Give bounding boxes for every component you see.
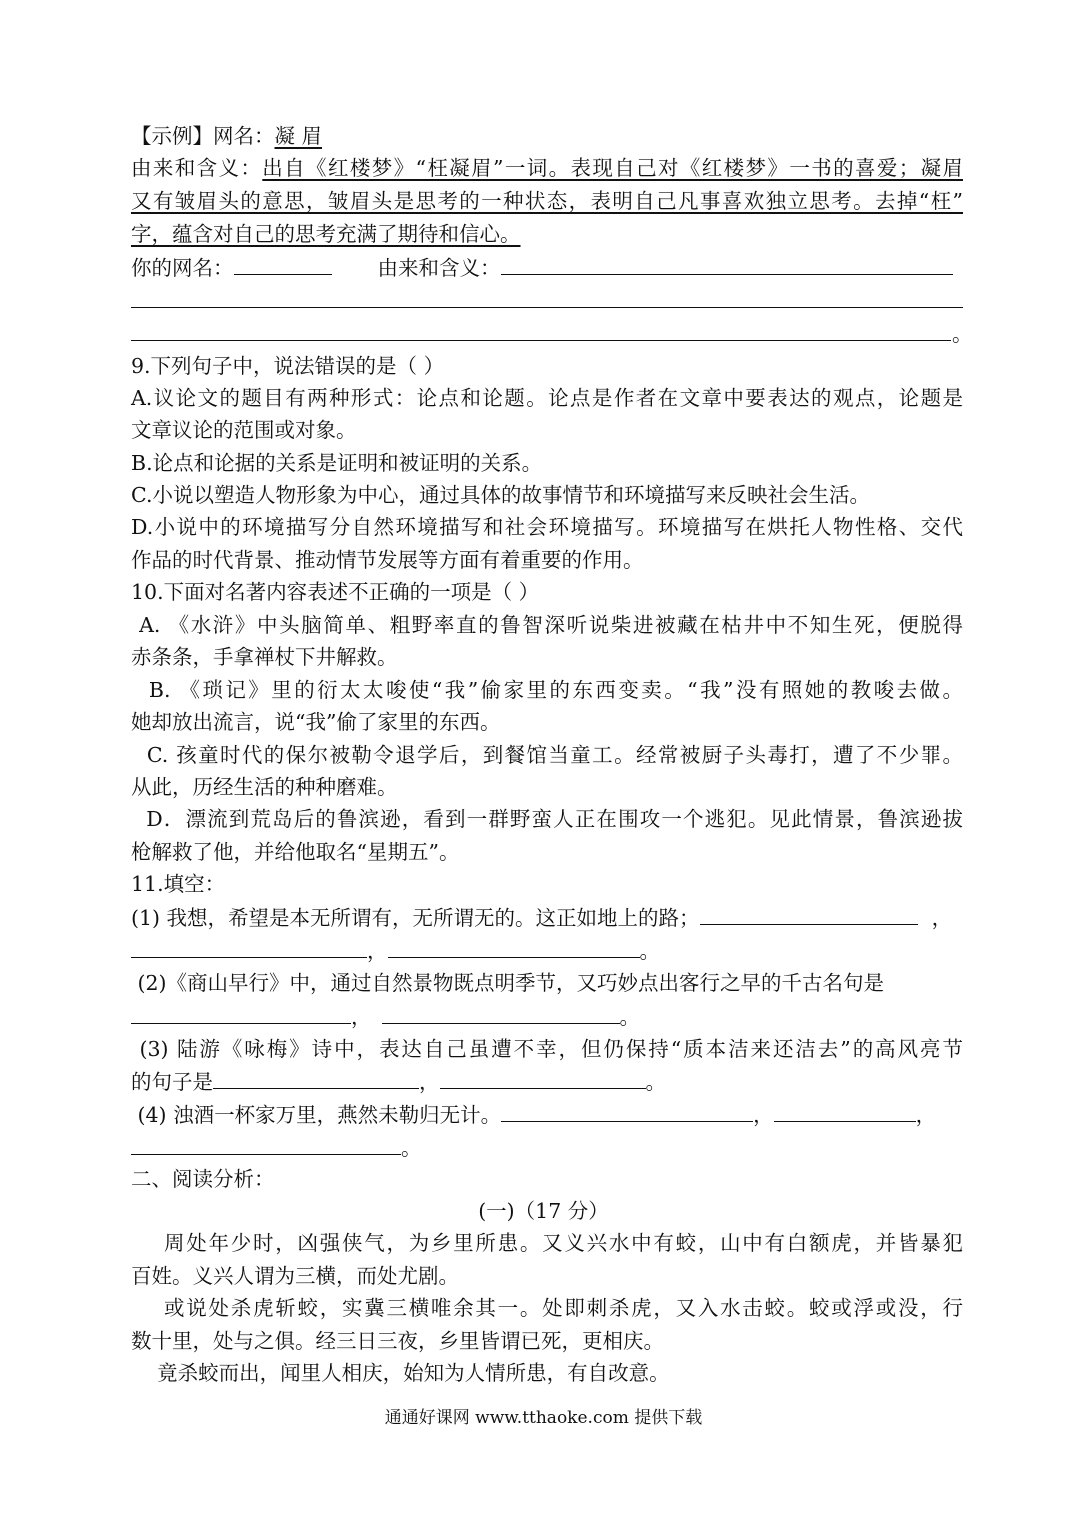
passage-line-3: 或说处杀虎斩蛟，实冀三横唯余其一。处即刺杀虎，又入水击蛟。蛟或浮或没，行 (131, 1296, 963, 1320)
q11-p1-blank-2[interactable] (131, 935, 367, 958)
your-name-line (131, 252, 953, 284)
section2-title: 二、阅读分析： (131, 1167, 275, 1191)
q11-p3-blank-1[interactable] (213, 1066, 419, 1089)
example-label: 【示例】网名： (131, 124, 275, 148)
q9-option-a-1: A.议论文的题目有两种形式：论点和论题。论点是作者在文章中要表达的观点，论题是 (131, 386, 963, 410)
answer-line-2[interactable] (131, 307, 963, 308)
page-footer: 通通好课网 www.tthaoke.com 提供下载 (384, 1408, 703, 1428)
q11-p3-blank-2[interactable] (440, 1066, 646, 1089)
q11-p1-blank-1[interactable] (700, 902, 918, 925)
q11-p3-comma: ， (419, 1070, 440, 1094)
your-name-label: 你的网名： (131, 256, 234, 280)
q11-p1-blank-3[interactable] (388, 935, 640, 958)
example-meaning-line-2: 又有皱眉头的意思，皱眉头是思考的一种状态，表明自己凡事喜欢独立思考。去掉“枉” (131, 189, 963, 213)
q10-option-a-2: 赤条条，手拿禅杖下井解救。 (131, 645, 398, 669)
q11-part-1-cont (131, 935, 660, 967)
q11-p4-comma-2: ， (915, 1103, 937, 1127)
q9-stem: 9.下列句子中，说法错误的是（ ） (131, 354, 445, 378)
q10-option-b-2: 她却放出流言，说“我”偷了家里的东西。 (131, 710, 501, 734)
q11-p1-comma-2: ， (367, 939, 388, 963)
q11-p4-blank-3[interactable] (131, 1132, 401, 1155)
q11-part-2: (2)《商山早行》中，通过自然景物既点明季节，又巧妙点出客行之早的千古名句是 (131, 971, 885, 995)
meaning-label: 由来和含义： (131, 156, 263, 180)
q9-option-c: C.小说以塑造人物形象为中心，通过具体的故事情节和环境描写来反映社会生活。 (131, 483, 870, 507)
q11-part-4-cont (131, 1132, 422, 1164)
q10-option-d-1: D．漂流到荒岛后的鲁滨逊，看到一群野蛮人正在围攻一个逃犯。见此情景，鲁滨逊拔 (131, 807, 963, 831)
q11-p3-text2: 的句子是 (131, 1070, 213, 1094)
your-name-blank[interactable] (234, 252, 332, 275)
q11-p2-blank-1[interactable] (131, 1001, 351, 1024)
passage-line-5: 竟杀蛟而出，闻里人相庆，始知为人情所患，有自改意。 (131, 1361, 670, 1385)
q11-p4-blank-2[interactable] (774, 1099, 916, 1122)
meaning-text-1: 出自《红楼梦》“枉凝眉”一词。表现自己对《红楼梦》一书的喜爱；凝眉 (262, 156, 963, 180)
q9-option-a-2: 文章议论的范围或对象。 (131, 418, 357, 442)
q11-stem: 11.填空： (131, 872, 226, 896)
q10-option-a-1: A. 《水浒》中头脑简单、粗野率直的鲁智深听说柴进被藏在枯井中不知生死，便脱得 (131, 613, 963, 637)
q10-option-d-2: 枪解救了他，并给他取名“星期五”。 (131, 840, 460, 864)
q11-p4-text: (4) 浊酒一杯家万里，燕然未勒归无计。 (131, 1103, 502, 1127)
q11-p1-text: (1) 我想，希望是本无所谓有，无所谓无的。这正如地上的路； (131, 906, 700, 930)
your-meaning-label: 由来和含义： (377, 256, 501, 280)
answer-line-3[interactable] (131, 340, 951, 341)
q10-option-c-1: C. 孩童时代的保尔被勒令退学后，到餐馆当童工。经常被厨子头毒打，遭了不少罪。 (131, 743, 963, 767)
q11-part-1 (131, 902, 952, 934)
answer-end-mark: 。 (952, 322, 973, 346)
q11-p3-end: 。 (645, 1070, 666, 1094)
your-meaning-blank[interactable] (501, 252, 953, 275)
q10-option-b-1: B. 《琐记》里的衍太太唆使“我”偷家里的东西变卖。“我”没有照她的教唆去做。 (131, 678, 963, 702)
q9-option-d-2: 作品的时代背景、推动情节发展等方面有着重要的作用。 (131, 548, 644, 572)
q9-option-b: B.论点和论据的关系是证明和被证明的关系。 (131, 451, 543, 475)
q11-part-3-cont (131, 1066, 666, 1098)
example-meaning-line-1 (131, 152, 963, 184)
q11-p2-comma: ， (351, 1005, 372, 1029)
example-line (131, 120, 322, 152)
q9-option-d-1: D.小说中的环境描写分自然环境描写和社会环境描写。环境描写在烘托人物性格、交代 (131, 515, 963, 539)
q11-p1-end: 。 (639, 939, 660, 963)
q11-p4-comma-1: ， (753, 1103, 774, 1127)
passage-line-4: 数十里，处与之俱。经三日三夜，乡里皆谓已死，更相庆。 (131, 1329, 664, 1353)
passage-line-1: 周处年少时，凶强侠气，为乡里所患。又义兴水中有蛟，山中有白额虎，并皆暴犯 (131, 1231, 963, 1255)
example-name: 凝 眉 (274, 124, 323, 148)
q11-part-3: (3) 陆游《咏梅》诗中，表达自己虽遭不幸，但仍保持“质本洁来还洁去”的高风亮节 (131, 1037, 963, 1061)
q11-p1-comma-1: ， (931, 906, 953, 930)
q11-p2-end: 。 (619, 1005, 640, 1029)
q11-part-4 (131, 1099, 936, 1131)
q11-p4-blank-1[interactable] (501, 1099, 753, 1122)
q11-p4-end: 。 (401, 1136, 422, 1160)
q11-part-2-cont (131, 1001, 640, 1033)
passage-line-2: 百姓。义兴人谓为三横，而处尤剧。 (131, 1264, 459, 1288)
section2-subtitle: (一)（17 分） (478, 1199, 609, 1223)
q10-option-c-2: 从此，历经生活的种种磨难。 (131, 775, 398, 799)
example-meaning-line-3: 字，蕴含对自己的思考充满了期待和信心。 (131, 222, 521, 246)
q10-stem: 10.下面对名著内容表述不正确的一项是（ ） (131, 580, 540, 604)
q11-p2-blank-2[interactable] (382, 1001, 620, 1024)
